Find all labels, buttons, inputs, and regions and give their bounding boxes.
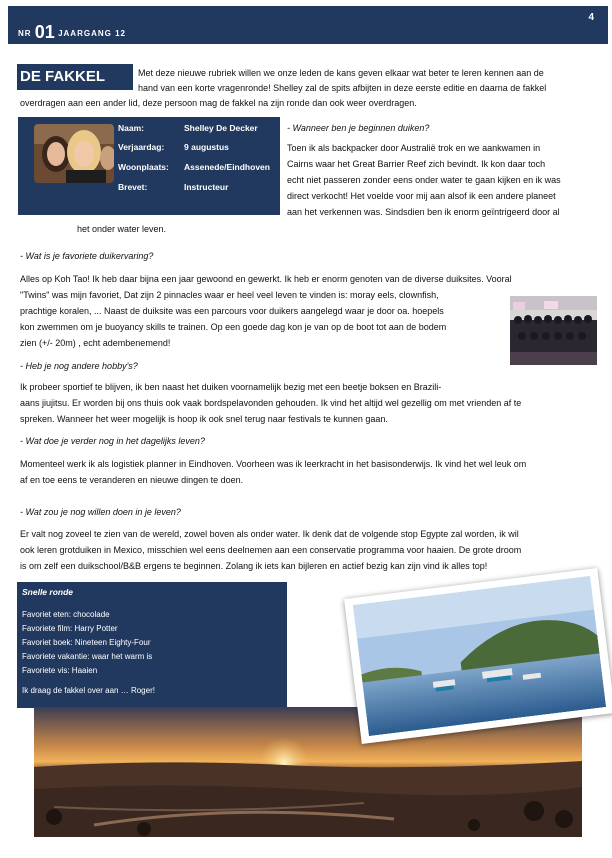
page-header bbox=[8, 6, 608, 44]
answer-line: Cairns waar het Great Barrier Reef zich bevindt. Ik kon daar toch bbox=[287, 159, 546, 169]
answer-line: Alles op Koh Tao! Ik heb daar bijna een jaar gewoond en gewerkt. Ik heb er enorm genoten van de diverse duiksites. Vooral bbox=[20, 274, 512, 284]
question: - Wanneer ben je beginnen duiken? bbox=[287, 123, 430, 133]
certificate-label: Brevet: bbox=[118, 182, 148, 192]
issue-prefix: NR bbox=[18, 29, 32, 38]
answer-line: Momenteel werk ik als logistiek planner in Eindhoven. Voorheen was ik leerkracht in het basisonderwijs. Ik vind het wel leuk om bbox=[20, 459, 527, 469]
issue-number: 01 bbox=[34, 22, 55, 42]
answer-line: aan het verkennen was. Sindsdien ben ik enorm geïntrigeerd door al bbox=[287, 207, 560, 217]
answer-line: Toen ik als backpacker door Australië trok en we aankwamen in bbox=[287, 143, 541, 153]
answer-line: ook leren grotduiken in Mexico, misschien wel eens deelnemen aan een conservatie programma voor haaien. De grote droom bbox=[20, 545, 522, 555]
answer-line: Er valt nog zoveel te zien van de wereld, zowel boven als onder water. Ik denk dat de volgende stop Egypte zal worden, ik wil bbox=[20, 529, 519, 539]
favorite-food: Favoriet eten: chocolade bbox=[22, 610, 110, 619]
question: - Heb je nog andere hobby's? bbox=[20, 361, 138, 371]
intro-line: overdragen aan een ander lid, deze persoon mag de fakkel na zijn ronde dan ook weer overdragen. bbox=[20, 98, 417, 108]
answer-line: direct verkocht! Het voelde voor mij aan alsof ik een andere planeet bbox=[287, 191, 556, 201]
section-title: DE FAKKEL bbox=[17, 64, 133, 90]
group-photo bbox=[510, 296, 597, 365]
answer-line: zien (+/- 20m) , echt adembenemend! bbox=[20, 338, 171, 348]
residence-label: Woonplaats: bbox=[118, 162, 169, 172]
page-number: 4 bbox=[588, 12, 594, 23]
answer-line: prachtige koralen, ... Naast de duiksite was een parcours voor duikers aangelegd waar je door oa. hoepels bbox=[20, 306, 444, 316]
answer-line: kon zwemmen om je buoyancy skills te trainen. Op een goede dag kon je van op de boot tot aan de bodem bbox=[20, 322, 447, 332]
answer-line: "Twins" was mijn favoriet, Dat zijn 2 pinnacles waar er heel veel leven te vinden is: moray eels, clownfish, bbox=[20, 290, 439, 300]
intro-line: Met deze nieuwe rubriek willen we onze leden de kans geven elkaar wat beter te leren kennen aan de bbox=[138, 68, 544, 78]
favorite-fish: Favoriete vis: Haaien bbox=[22, 666, 98, 675]
volume-label: JAARGANG 12 bbox=[58, 29, 126, 38]
question: - Wat is je favoriete duikervaring? bbox=[20, 251, 154, 261]
answer-line: Ik probeer sportief te blijven, ik ben naast het duiken voornamelijk bezig met een beetje boksen en Brazili- bbox=[20, 382, 442, 392]
name-label: Naam: bbox=[118, 123, 144, 133]
certificate-value: Instructeur bbox=[184, 182, 229, 192]
name-value: Shelley De Decker bbox=[184, 123, 258, 133]
answer-line: echt niet passeren zonder eens onder water te gaan kijken en ik was bbox=[287, 175, 561, 185]
profile-photo bbox=[34, 124, 114, 183]
quick-round-box bbox=[17, 582, 287, 708]
question: - Wat doe je verder nog in het dagelijks leven? bbox=[20, 436, 205, 446]
favorite-holiday: Favoriete vakantie: waar het warm is bbox=[22, 652, 153, 661]
answer-line: aans jiujitsu. Er worden bij ons thuis ook vaak bordspelavonden gehouden. Ik vind het altijd wel gezellig om met vrienden af te bbox=[20, 398, 522, 408]
answer-line: het onder water leven. bbox=[77, 224, 167, 234]
profile-card bbox=[18, 117, 280, 215]
bay-photo bbox=[344, 568, 612, 744]
answer-line: af en toe eens te veranderen en nieuwe dingen te doen. bbox=[20, 475, 244, 485]
residence-value: Assenede/Eindhoven bbox=[184, 162, 270, 172]
intro-line: hand van een korte vragenronde! Shelley zal de spits afbijten in deze eerste editie en daarna de fakkel bbox=[138, 83, 547, 93]
question: - Wat zou je nog willen doen in je leven? bbox=[20, 507, 181, 517]
torch-handover: Ik draag de fakkel over aan … Roger! bbox=[22, 686, 155, 695]
favorite-film: Favoriete film: Harry Potter bbox=[22, 624, 118, 633]
birthday-label: Verjaardag: bbox=[118, 142, 165, 152]
answer-line: is om zelf een duikschool/B&B ergens te beginnen. Zolang ik iets kan bijleren en actief bezig kan zijn vind ik alles top! bbox=[20, 561, 488, 571]
issue-line bbox=[18, 22, 126, 43]
quick-round-title: Snelle ronde bbox=[22, 587, 74, 597]
answer-line: spreken. Wanneer het weer mogelijk is hoop ik ook snel terug naar festivals te kunnen gaan. bbox=[20, 414, 388, 424]
favorite-book: Favoriet boek: Nineteen Eighty-Four bbox=[22, 638, 151, 647]
birthday-value: 9 augustus bbox=[184, 142, 229, 152]
